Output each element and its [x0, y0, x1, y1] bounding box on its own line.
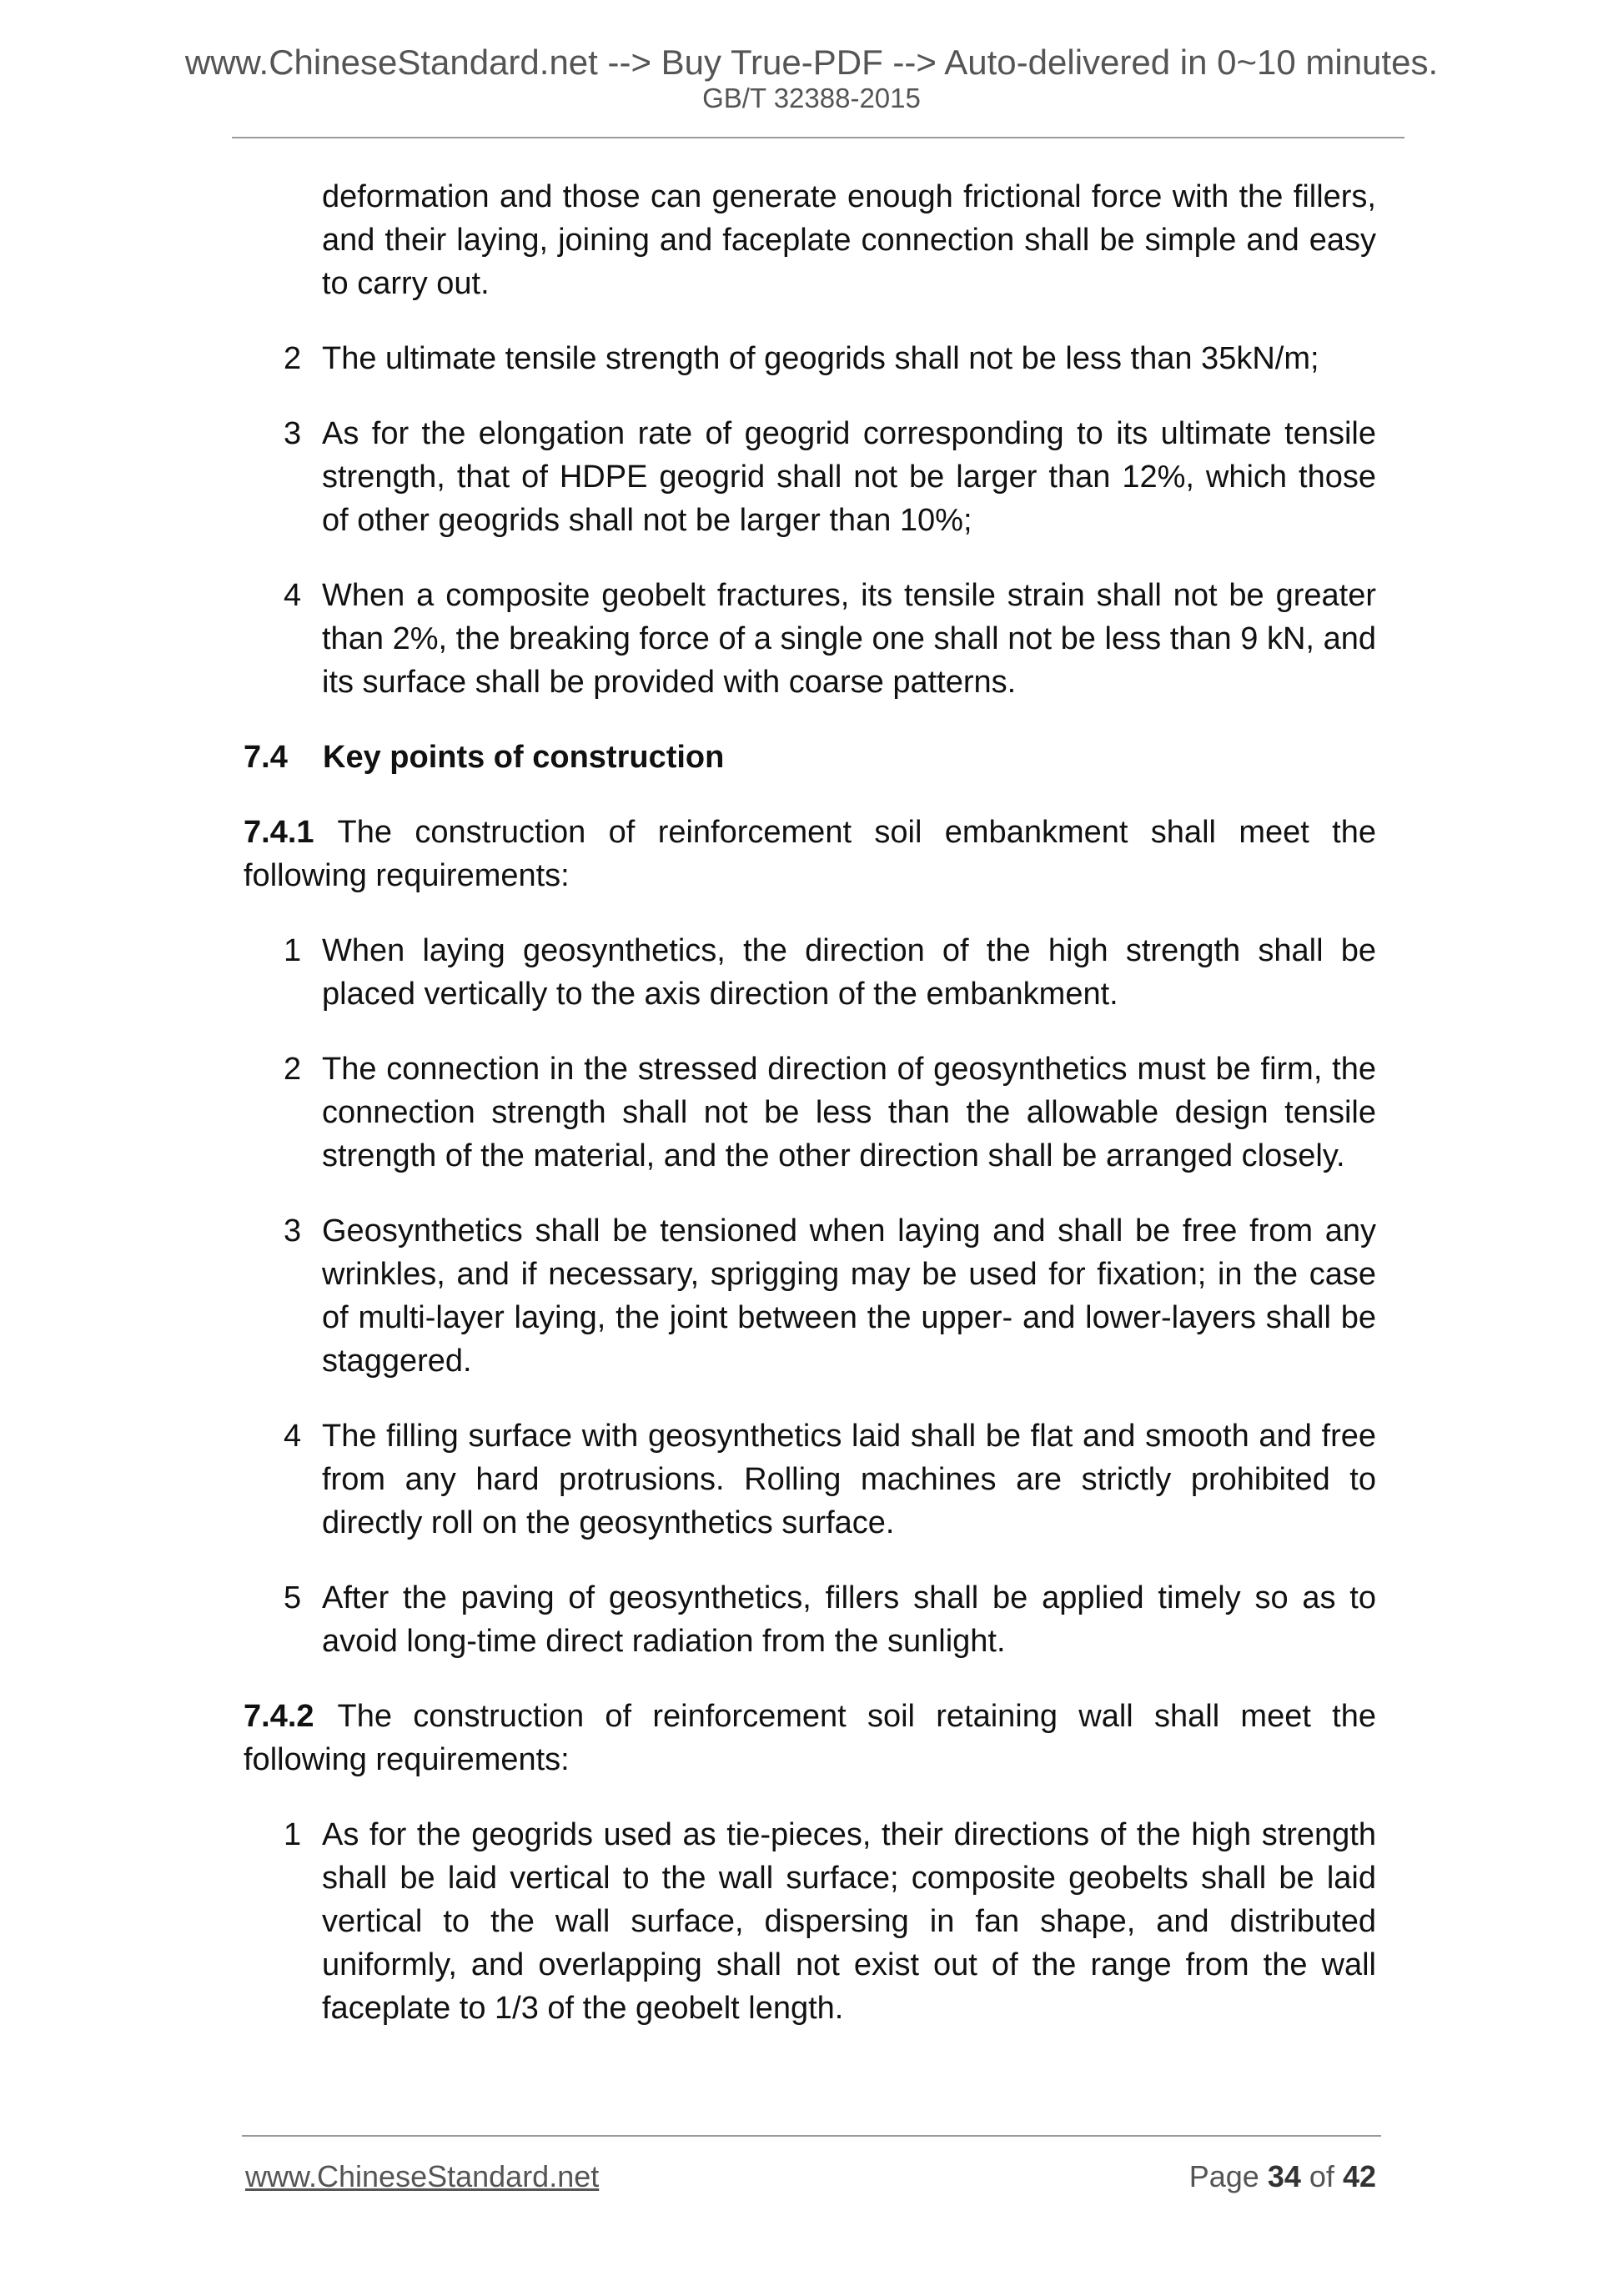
list-item-text: When a composite geobelt fractures, its tensile strain shall not be greater than 2%, the breaking force of a single one shall not be less than 9 kN, and its surface shall be provided with coarse patterns.: [322, 578, 1376, 700]
clause-text: The construction of reinforcement soil retaining wall shall meet the following requirements:: [244, 1699, 1376, 1777]
list-item-number: 3: [284, 416, 302, 451]
clause-number: 7.4.2: [244, 1699, 314, 1734]
list-item-number: 2: [284, 341, 302, 376]
list-item: [244, 1209, 1376, 1383]
list-item: [244, 1048, 1376, 1178]
list-item-number: 3: [284, 1213, 302, 1248]
list-item-text: As for the elongation rate of geogrid corresponding to its ultimate tensile strength, that of HDPE geogrid shall not be larger than 12%, which those of other geogrids shall not be larger than 10%;: [322, 416, 1376, 538]
page-total: 42: [1342, 2159, 1376, 2193]
clause-7-4-2: [244, 1695, 1376, 1781]
page-indicator: [1189, 2158, 1376, 2195]
list-item-number: 1: [284, 933, 302, 968]
list-item-number: 1: [284, 1817, 302, 1852]
standard-code: GB/T 32388-2015: [702, 83, 921, 113]
list-item-text: The connection in the stressed direction of geosynthetics must be firm, the connection strength shall not be less than the allowable design tensile strength of the material, and the other direction shall be arranged closely.: [322, 1052, 1376, 1173]
footer-divider: [242, 2135, 1381, 2137]
header-banner: www.ChineseStandard.net --> Buy True-PDF --> Auto-delivered in 0~10 minutes.: [184, 43, 1439, 82]
list-item: [244, 412, 1376, 542]
list-item-text: When laying geosynthetics, the direction of the high strength shall be placed vertically to the axis direction of the embankment.: [322, 933, 1376, 1012]
footer-site-link[interactable]: www.ChineseStandard.net: [245, 2159, 600, 2193]
list-item-number: 2: [284, 1052, 302, 1087]
list-item-text: As for the geogrids used as tie-pieces, their directions of the high strength shall be laid vertical to the wall surface; composite geobelts shall be laid vertical to the wall surface, dispersing in fan shape, and distributed uniformly, and overlapping shall not exist out of the range from the wall faceplate to 1/3 of the geobelt length.: [322, 1817, 1376, 2026]
section-number: 7.4: [244, 740, 288, 775]
list-item-text: Geosynthetics shall be tensioned when laying and shall be free from any wrinkles, and if necessary, sprigging may be used for fixation; in the case of multi-layer laying, the joint between the upper- and lower-layers shall be staggered.: [322, 1213, 1376, 1379]
list-item: [244, 929, 1376, 1016]
clause-number: 7.4.1: [244, 815, 314, 850]
clause-text: The construction of reinforcement soil embankment shall meet the following requirements:: [244, 815, 1376, 893]
list-item-number: 5: [284, 1580, 302, 1615]
page-body: [244, 175, 1376, 2030]
list-item-text: The filling surface with geosynthetics laid shall be flat and smooth and free from any hard protrusions. Rolling machines are strictly prohibited to directly roll on the geosynthetics surface.: [322, 1419, 1376, 1540]
list-item: [244, 574, 1376, 704]
continued-paragraph: deformation and those can generate enough frictional force with the fillers, and their laying, joining and faceplate connection shall be simple and easy to carry out.: [322, 179, 1376, 301]
list-item-text: The ultimate tensile strength of geogrids shall not be less than 35kN/m;: [322, 341, 1319, 376]
list-item-number: 4: [284, 578, 302, 613]
page-current: 34: [1267, 2159, 1301, 2193]
header-divider: [232, 137, 1404, 138]
list-item: [244, 337, 1376, 380]
list-item-text: After the paving of geosynthetics, fillers shall be applied timely so as to avoid long-time direct radiation from the sunlight.: [322, 1580, 1376, 1659]
section-heading-7-4: [244, 736, 1376, 779]
list-item: [244, 1576, 1376, 1663]
section-title: Key points of construction: [323, 740, 725, 775]
clause-7-4-1: [244, 811, 1376, 897]
list-item: [244, 1813, 1376, 2030]
page-of: of: [1309, 2159, 1334, 2193]
list-item-number: 4: [284, 1419, 302, 1454]
page-label: Page: [1188, 2159, 1259, 2193]
list-item: [244, 1414, 1376, 1545]
